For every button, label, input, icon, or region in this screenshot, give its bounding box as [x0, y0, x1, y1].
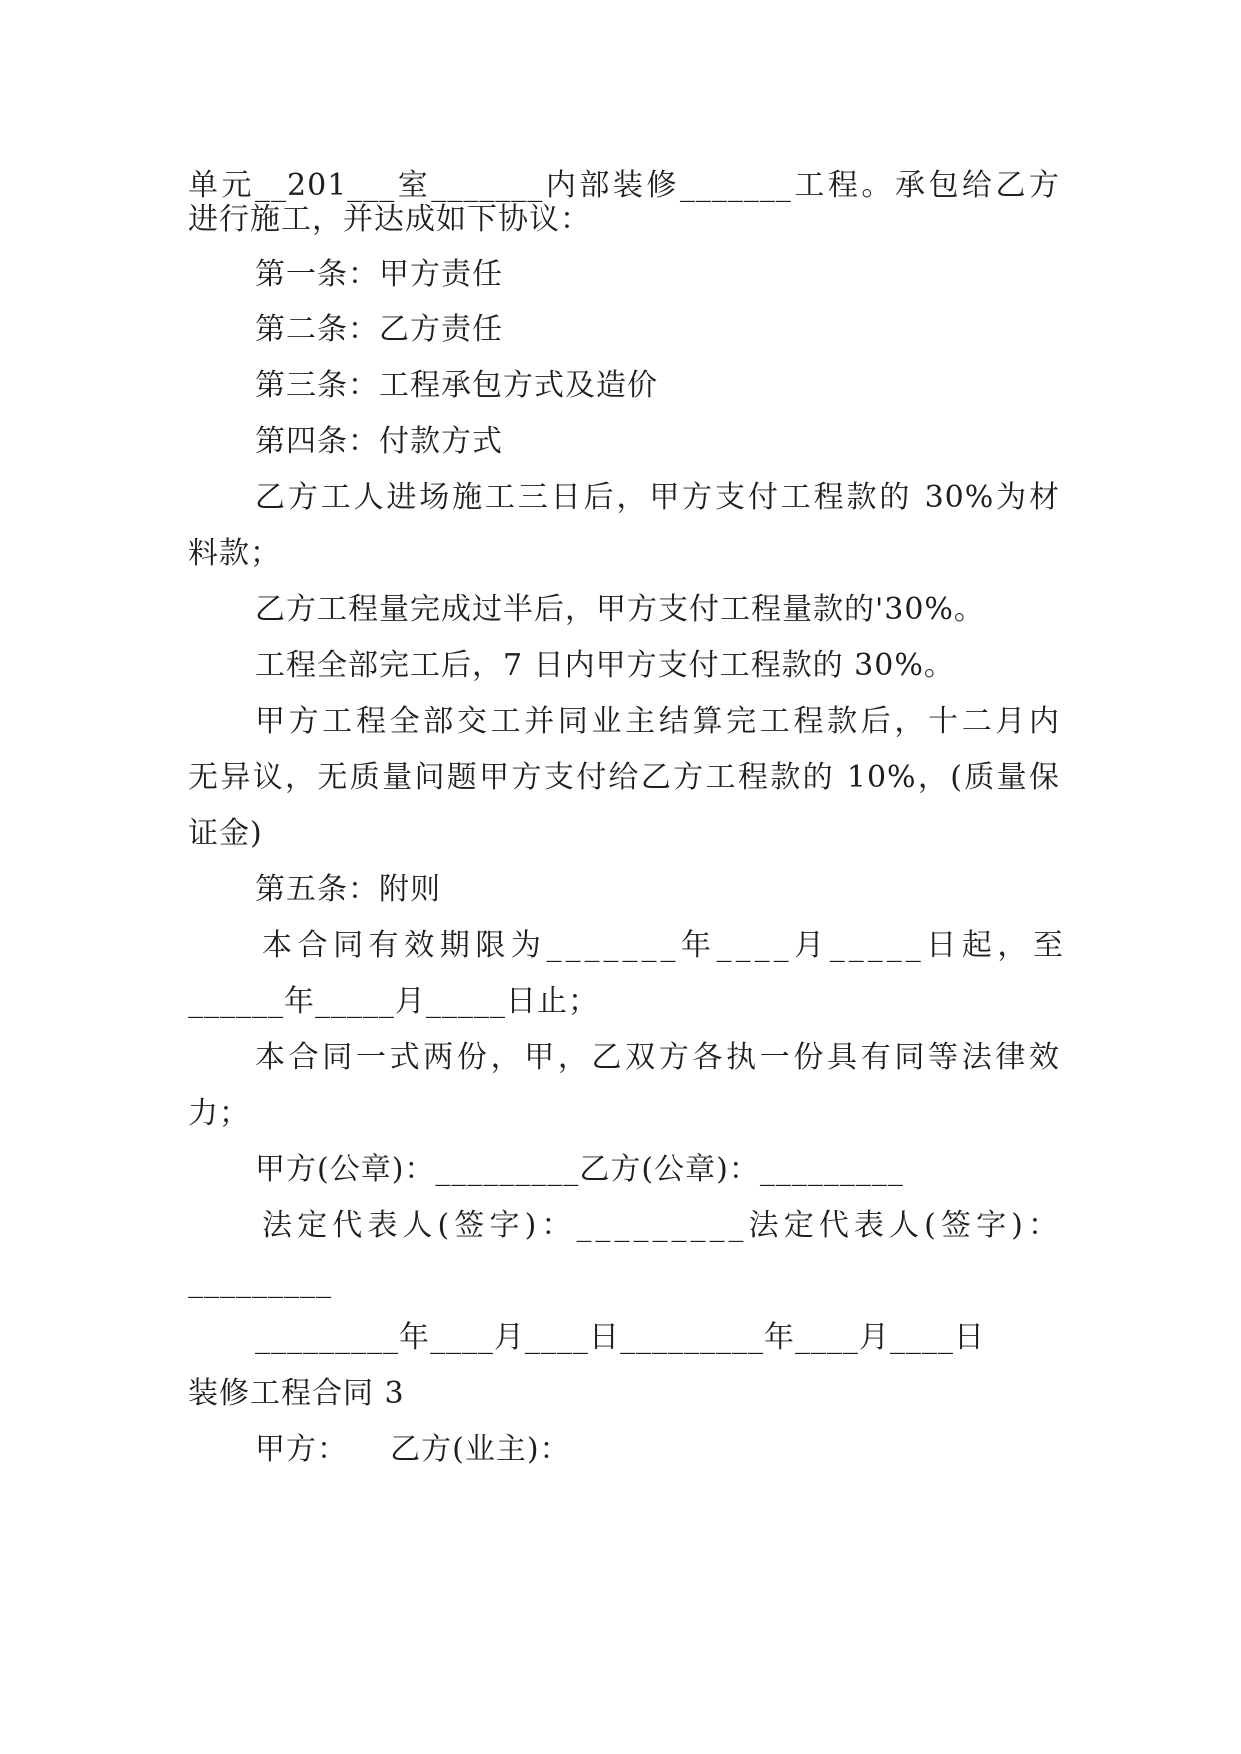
article-heading: 第二条：乙方责任 [255, 312, 503, 347]
party-line: 甲方： 乙方(业主)： [255, 1432, 571, 1467]
article-heading: 第四条：付款方式 [255, 424, 503, 459]
paragraph-line: 证金) [188, 816, 263, 851]
paragraph-line: ______年_____月_____日止； [188, 984, 599, 1019]
paragraph-line: 工程全部完工后，7 日内甲方支付工程款的 30%。 [255, 648, 955, 683]
signature-line: 甲方(公章)：_________乙方(公章)：_________ [255, 1152, 904, 1187]
signature-line: 法定代表人(签字)：_________法定代表人(签字)： [262, 1208, 1062, 1243]
date-line: _________年____月____日_________年____月____日 [255, 1320, 985, 1355]
paragraph-line: 甲方工程全部交工并同业主结算完工程款后，十二月内 [255, 704, 1060, 739]
section-title: 装修工程合同 3 [188, 1376, 405, 1411]
paragraph-line: 乙方工程量完成过半后，甲方支付工程量款的'30%。 [255, 592, 985, 627]
paragraph-line: 本合同一式两份，甲，乙双方各执一份具有同等法律效 [255, 1040, 1060, 1075]
paragraph-line: 单元__201___室_______内部装修_______工程。承包给乙方 [188, 168, 1060, 203]
paragraph-line: 进行施工，并达成如下协议： [188, 202, 591, 237]
paragraph-line: 乙方工人进场施工三日后，甲方支付工程款的 30%为材 [255, 480, 1060, 515]
article-heading: 第五条：附则 [255, 872, 441, 907]
article-heading: 第三条：工程承包方式及造价 [255, 368, 658, 403]
paragraph-line: 无异议，无质量问题甲方支付给乙方工程款的 10%，(质量保 [188, 760, 1060, 795]
article-heading: 第一条：甲方责任 [255, 257, 503, 292]
paragraph-line: 料款； [188, 536, 281, 571]
paragraph-line: 力； [188, 1096, 250, 1131]
signature-line: _________ [188, 1264, 332, 1299]
paragraph-line: 本合同有效期限为_______年____月_____日起，至 [262, 928, 1067, 963]
